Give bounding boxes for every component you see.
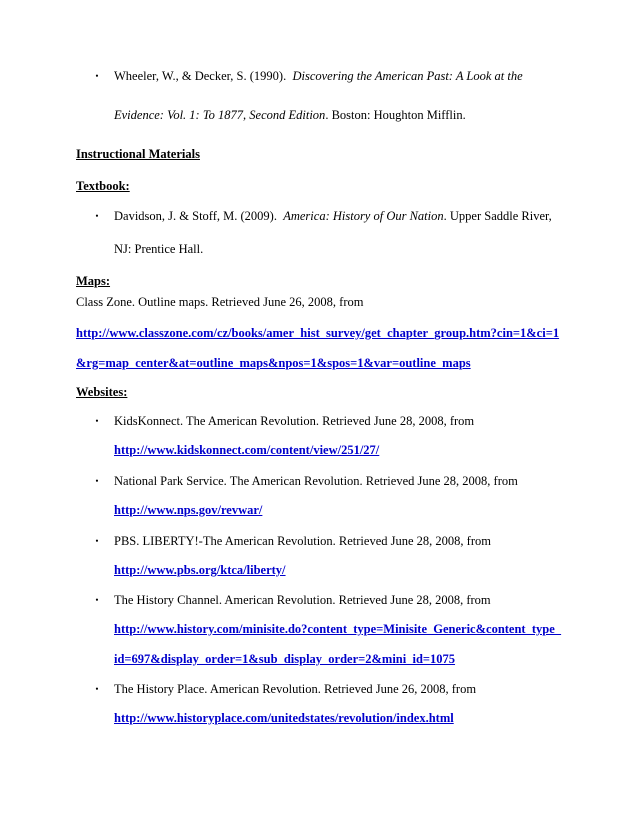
- reference-wheeler-line1: [114, 68, 523, 84]
- list-bullet: •: [95, 71, 99, 81]
- website-url-link[interactable]: http://www.pbs.org/ktca/liberty/: [114, 563, 286, 577]
- website-url-link[interactable]: http://www.historyplace.com/unitedstates/revolution/index.html: [114, 711, 454, 725]
- textbook-publisher: . Upper Saddle River,: [443, 209, 552, 223]
- list-bullet: •: [95, 595, 99, 605]
- textbook-title: America: History of Our Nation: [283, 209, 444, 223]
- website-citation: The History Channel. American Revolution. Retrieved June 28, 2008, from: [114, 593, 491, 607]
- website-citation: The History Place. American Revolution. Retrieved June 26, 2008, from: [114, 682, 477, 696]
- textbook-citation-line1: [114, 208, 552, 224]
- website-url-link[interactable]: http://www.kidskonnect.com/content/view/251/27/: [114, 443, 380, 457]
- reference-authors: Wheeler, W., & Decker, S. (1990).: [114, 69, 287, 83]
- website-url-link-cont[interactable]: id=697&display_order=1&sub_display_order=2&mini_id=1075: [114, 652, 456, 666]
- website-url-link[interactable]: http://www.history.com/minisite.do?content_type=Minisite_Generic&content_type_: [114, 622, 562, 636]
- section-heading-instructional-materials: Instructional Materials: [76, 147, 200, 161]
- website-citation: PBS. LIBERTY!-The American Revolution. Retrieved June 28, 2008, from: [114, 534, 491, 548]
- website-citation: National Park Service. The American Revolution. Retrieved June 28, 2008, from: [114, 474, 518, 488]
- textbook-authors: Davidson, J. & Stoff, M. (2009).: [114, 209, 277, 223]
- website-citation: KidsKonnect. The American Revolution. Retrieved June 28, 2008, from: [114, 414, 475, 428]
- list-bullet: •: [95, 476, 99, 486]
- subheading-maps: Maps:: [76, 274, 111, 288]
- website-url-link[interactable]: http://www.nps.gov/revwar/: [114, 503, 263, 517]
- reference-wheeler-line2: [114, 107, 466, 123]
- subheading-websites: Websites:: [76, 385, 128, 399]
- list-bullet: •: [95, 684, 99, 694]
- reference-title: Discovering the American Past: A Look at the: [292, 69, 523, 83]
- maps-citation: Class Zone. Outline maps. Retrieved June 26, 2008, from: [76, 295, 364, 309]
- list-bullet: •: [95, 416, 99, 426]
- textbook-citation-line2: NJ: Prentice Hall.: [114, 242, 204, 256]
- subheading-textbook: Textbook:: [76, 179, 130, 193]
- reference-title-cont: Evidence: Vol. 1: To 1877, Second Edition: [114, 108, 326, 122]
- maps-url-link-cont[interactable]: &rg=map_center&at=outline_maps&npos=1&spos=1&var=outline_maps: [76, 356, 471, 370]
- list-bullet: •: [95, 211, 99, 221]
- maps-url-link[interactable]: http://www.classzone.com/cz/books/amer_hist_survey/get_chapter_group.htm?cin=1&ci=1: [76, 326, 560, 340]
- list-bullet: •: [95, 536, 99, 546]
- reference-publisher: . Boston: Houghton Mifflin.: [325, 108, 466, 122]
